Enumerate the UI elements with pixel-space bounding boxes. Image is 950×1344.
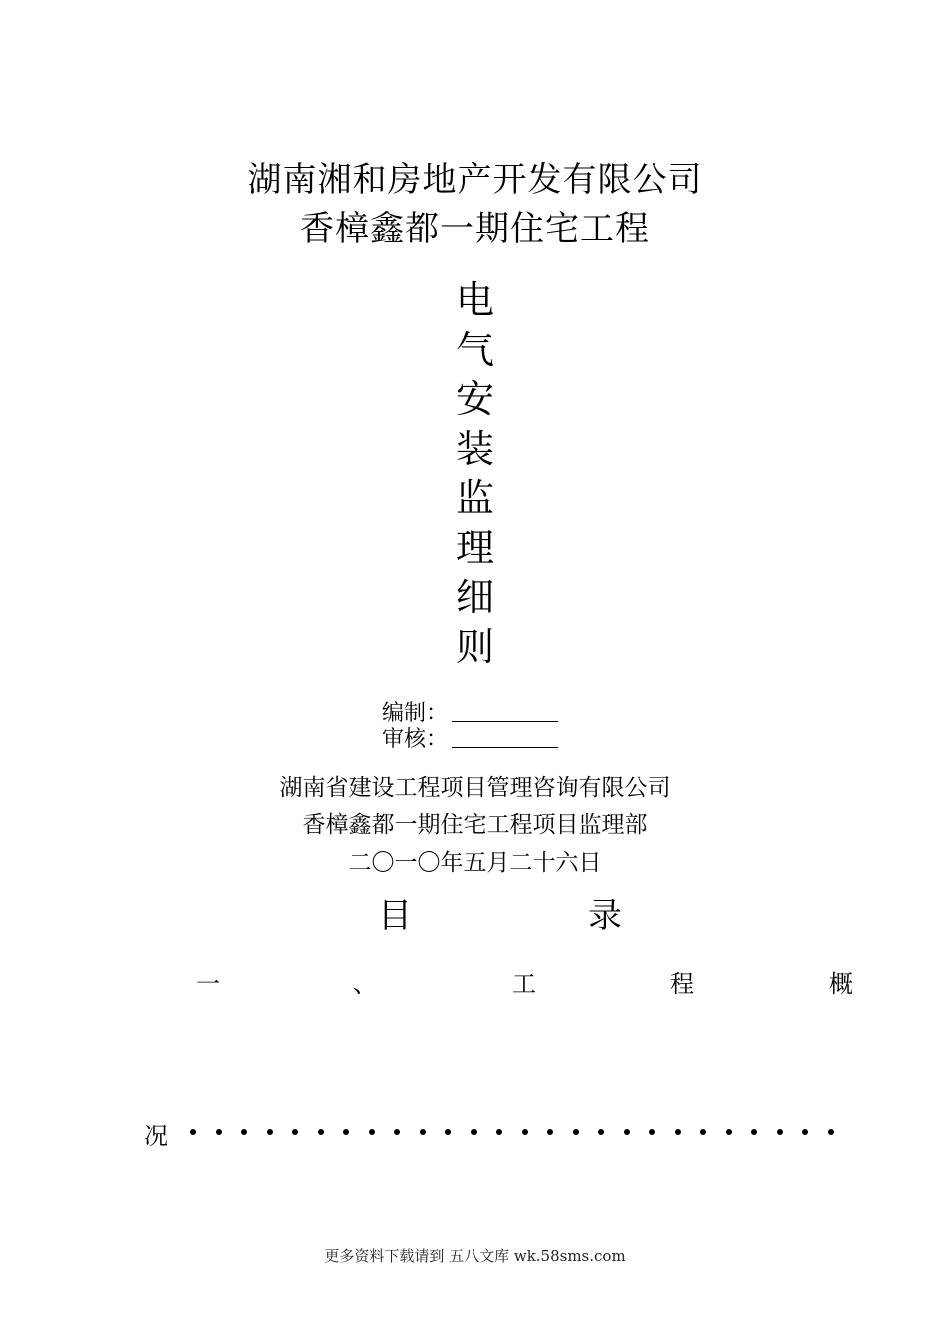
document-title-vertical	[445, 276, 505, 672]
toc-entry-line1	[0, 964, 950, 998]
toc-entry-char: 概	[829, 970, 853, 998]
reviewed-by-field	[382, 722, 558, 753]
leader-dot	[420, 1129, 426, 1135]
leader-dot	[343, 1129, 349, 1135]
toc-entry-char: 工	[512, 970, 536, 998]
toc-entry-line2	[0, 1116, 950, 1150]
reviewed-by-blank-line	[452, 727, 558, 748]
toc-heading	[0, 888, 950, 936]
leader-dot	[369, 1129, 375, 1135]
leader-dot	[675, 1129, 681, 1135]
toc-entry-char: 况	[144, 1122, 168, 1150]
title-char: 细	[455, 575, 494, 619]
leader-dot	[241, 1129, 247, 1135]
leader-dot	[267, 1129, 273, 1135]
leader-dot	[777, 1129, 783, 1135]
leader-dot	[598, 1129, 604, 1135]
leader-dot	[751, 1129, 757, 1135]
footer-download-notice: 更多资料下载请到 五八文库 wk.58sms.com	[324, 1247, 626, 1265]
leader-dot	[318, 1129, 324, 1135]
leader-dot	[190, 1129, 196, 1135]
leader-dot	[216, 1129, 222, 1135]
leader-dot	[802, 1129, 808, 1135]
leader-dot	[726, 1129, 732, 1135]
issuing-department: 香樟鑫都一期住宅工程项目监理部	[302, 812, 648, 838]
reviewed-by-label: 审核：	[382, 727, 449, 752]
leader-dot	[649, 1129, 655, 1135]
leader-dot	[496, 1129, 502, 1135]
title-char: 理	[455, 525, 494, 570]
project-name: 香樟鑫都一期住宅工程	[300, 209, 650, 249]
leader-dot	[394, 1129, 400, 1135]
toc-entry-char: 、	[353, 970, 377, 998]
title-char: 监	[455, 476, 494, 520]
leader-dot	[471, 1129, 477, 1135]
issue-date: 二〇一〇年五月二十六日	[348, 850, 602, 876]
title-char: 气	[455, 327, 494, 372]
compiled-by-blank-line	[452, 701, 558, 722]
leader-dot	[292, 1129, 298, 1135]
toc-entry-char: 程	[670, 970, 694, 998]
leader-dot	[624, 1129, 630, 1135]
leader-dot	[445, 1129, 451, 1135]
title-char: 则	[455, 624, 494, 669]
issuing-organization: 湖南省建设工程项目管理咨询有限公司	[279, 775, 671, 801]
leader-dot	[547, 1129, 553, 1135]
client-company-name: 湖南湘和房地产开发有限公司	[247, 160, 703, 200]
title-char: 安	[455, 377, 494, 421]
toc-heading-char: 目	[378, 896, 412, 936]
toc-entry-char: 一	[196, 970, 220, 998]
leader-dot	[700, 1129, 706, 1135]
leader-dot	[828, 1129, 834, 1135]
leader-dot	[573, 1129, 579, 1135]
toc-heading-char: 录	[588, 896, 622, 936]
leader-dot	[522, 1129, 528, 1135]
title-char: 装	[455, 426, 494, 471]
compiled-by-label: 编制：	[382, 701, 449, 726]
title-char: 电	[455, 278, 494, 322]
